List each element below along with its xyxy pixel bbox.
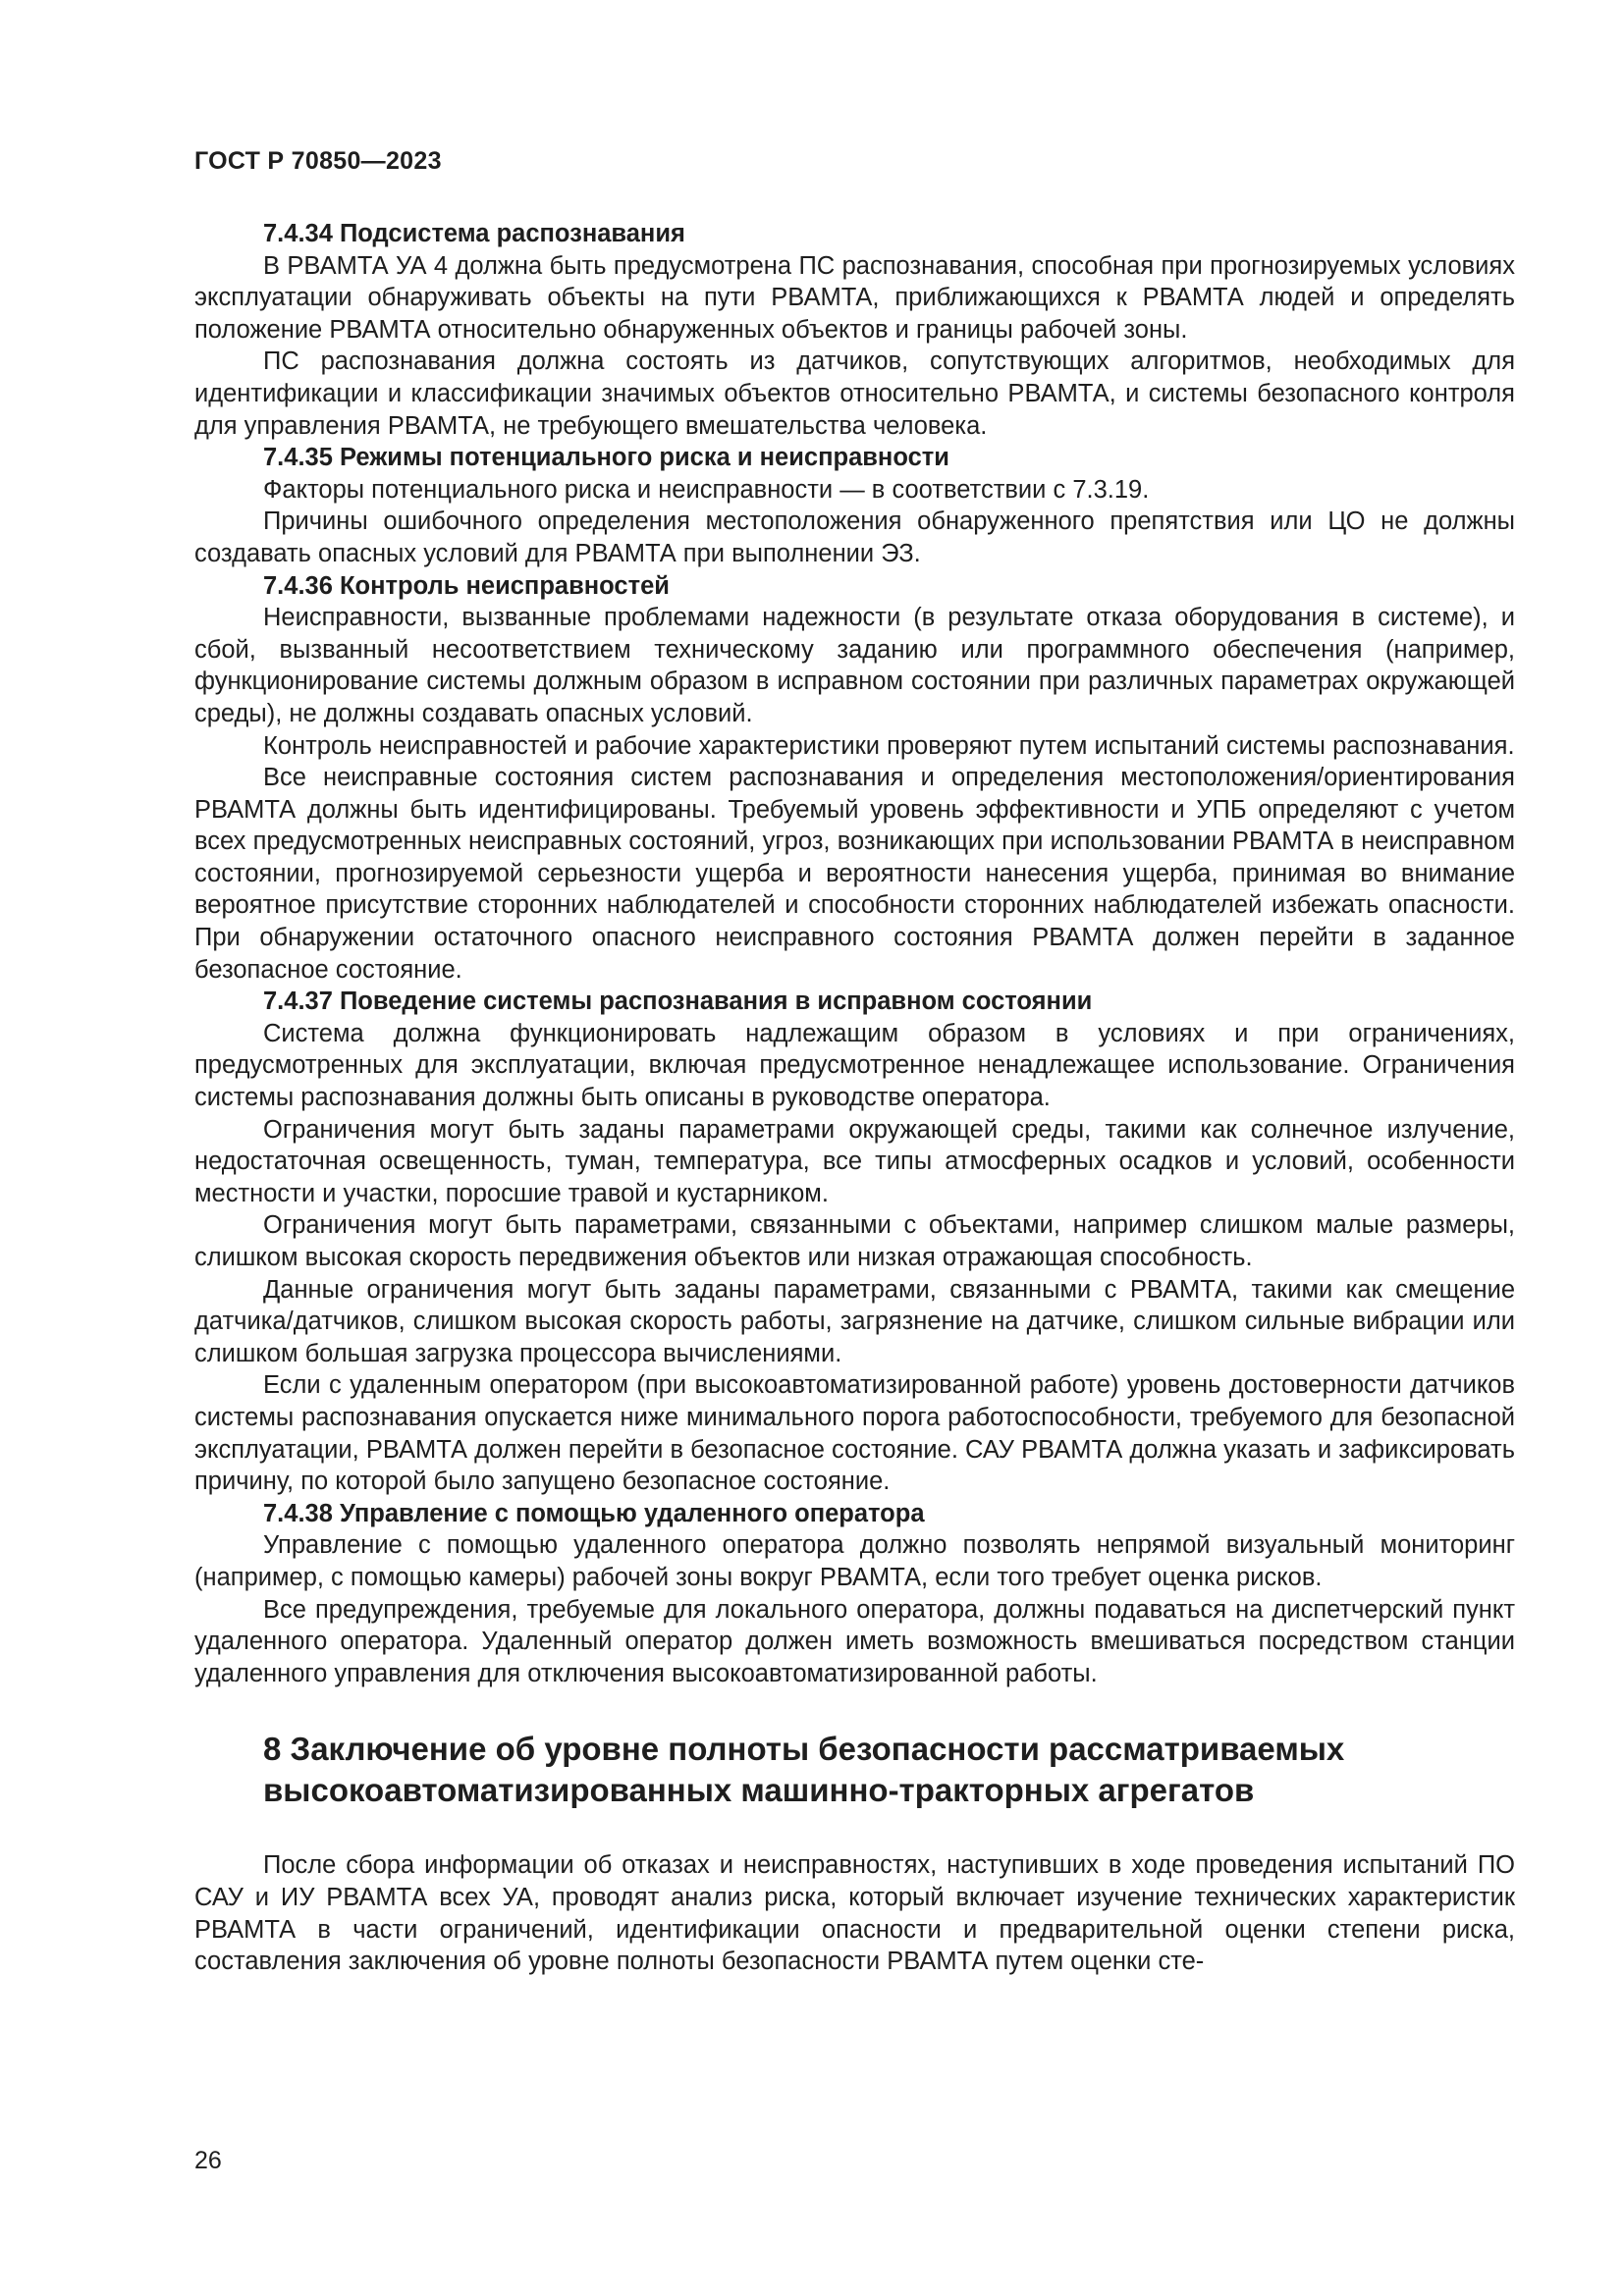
paragraph: Ограничения могут быть параметрами, связанными с объектами, например слишком малые размеры, слишком высокая скорость передвижения объектов или низкая отражающая способность. (194, 1211, 1515, 1271)
paragraph: После сбора информации об отказах и неисправностях, наступивших в ходе проведения испытаний ПО САУ и ИУ РВАМТА всех УА, проводят анализ риска, который включает изучение технических характеристик РВАМТА в части ограничений, идентификации опасности и предварительной оценки степени риска, составления заключения об уровне полноты безопасности РВАМТА путем оценки сте- (194, 1851, 1515, 1976)
subsection-heading: 7.4.35 Режимы потенциального риска и неисправности (263, 444, 949, 472)
paragraph: ПС распознавания должна состоять из датчиков, сопутствующих алгоритмов, необходимых для идентификации и классификации значимых объектов относительно РВАМТА, и системы безопасного контроля для управления РВАМТА, не требующего вмешательства человека. (194, 347, 1515, 440)
standard-header: ГОСТ Р 70850—2023 (194, 147, 442, 175)
subsection-heading: 7.4.37 Поведение системы распознавания в исправном состоянии (263, 988, 1093, 1016)
paragraph: Управление с помощью удаленного оператора должно позволять непрямой визуальный мониторинг (например, с помощью камеры) рабочей зоны вокруг РВАМТА, если того требует оценка рисков. (194, 1531, 1515, 1591)
paragraph: В РВАМТА УА 4 должна быть предусмотрена ПС распознавания, способная при прогнозируемых условиях эксплуатации обнаруживать объекты на пути РВАМТА, приближающихся к РВАМТА людей и определять положение РВАМТА относительно обнаруженных объектов и границы рабочей зоны. (194, 251, 1515, 344)
paragraph: Система должна функционировать надлежащим образом в условиях и при ограничениях, предусмотренных для эксплуатации, включая предусмотренное ненадлежащее использование. Ограничения системы распознавания должны быть описаны в руководстве оператора. (194, 1019, 1515, 1112)
subsection-heading: 7.4.34 Подсистема распознавания (263, 220, 685, 247)
paragraph: Если с удаленным оператором (при высокоавтоматизированной работе) уровень достоверности датчиков системы распознавания опускается ниже минимального порога работоспособности, требуемого для безопасной эксплуатации, РВАМТА должен перейти в безопасное состояние. САУ РВАМТА должна указать и зафиксировать причину, по которой было запущено безопасное состояние. (194, 1371, 1515, 1496)
page-number: 26 (194, 2147, 222, 2174)
paragraph: Все предупреждения, требуемые для локального оператора, должны подаваться на диспетчерский пункт удаленного оператора. Удаленный оператор должен иметь возможность вмешиваться посредством станции удаленного управления для отключения высокоавтоматизированной работы. (194, 1595, 1515, 1687)
paragraph: Все неисправные состояния систем распознавания и определения местоположения/ориентирования РВАМТА должны быть идентифицированы. Требуемый уровень эффективности и УПБ определяют с учетом всех предусмотренных неисправных состояний, угроз, возникающих при использовании РВАМТА в неисправном состоянии, прогнозируемой серьезности ущерба и вероятности нанесения ущерба, принимая во внимание вероятное присутствие сторонних наблюдателей и способности сторонних наблюдателей избежать опасности. При обнаружении остаточного опасного неисправного состояния РВАМТА должен перейти в заданное безопасное состояние. (194, 764, 1515, 984)
paragraph: Данные ограничения могут быть заданы параметрами, связанными с РВАМТА, такими как смещение датчика/датчиков, слишком высокая скорость работы, загрязнение на датчике, слишком сильные вибрации или слишком большая загрузка процессора вычислениями. (194, 1275, 1515, 1367)
section-heading: 8 Заключение об уровне полноты безопасности рассматриваемых высокоавтоматизированных машинно-тракторных агрегатов (263, 1731, 1345, 1809)
paragraph: Ограничения могут быть заданы параметрами окружающей среды, такими как солнечное излучение, недостаточная освещенность, туман, температура, все типы атмосферных осадков и условий, особенности местности и участки, поросшие травой и кустарником. (194, 1115, 1515, 1207)
paragraph: Контроль неисправностей и рабочие характеристики проверяют путем испытаний системы распознавания. (263, 731, 1515, 760)
paragraph: Причины ошибочного определения местоположения обнаруженного препятствия или ЦО не должны создавать опасных условий для РВАМТА при выполнении ЭЗ. (194, 507, 1515, 567)
paragraph: Неисправности, вызванные проблемами надежности (в результате отказа оборудования в системе), и сбой, вызванный несоответствием техническому заданию или программного обеспечения (например, функционирование системы должным образом в исправном состоянии при различных параметрах окружающей среды), не должны создавать опасных условий. (194, 604, 1515, 727)
paragraph: Факторы потенциального риска и неисправности — в соответствии с 7.3.19. (263, 475, 1150, 504)
page-body (194, 218, 1515, 1978)
subsection-heading: 7.4.36 Контроль неисправностей (263, 571, 670, 600)
subsection-heading: 7.4.38 Управление с помощью удаленного оператора (263, 1499, 925, 1527)
